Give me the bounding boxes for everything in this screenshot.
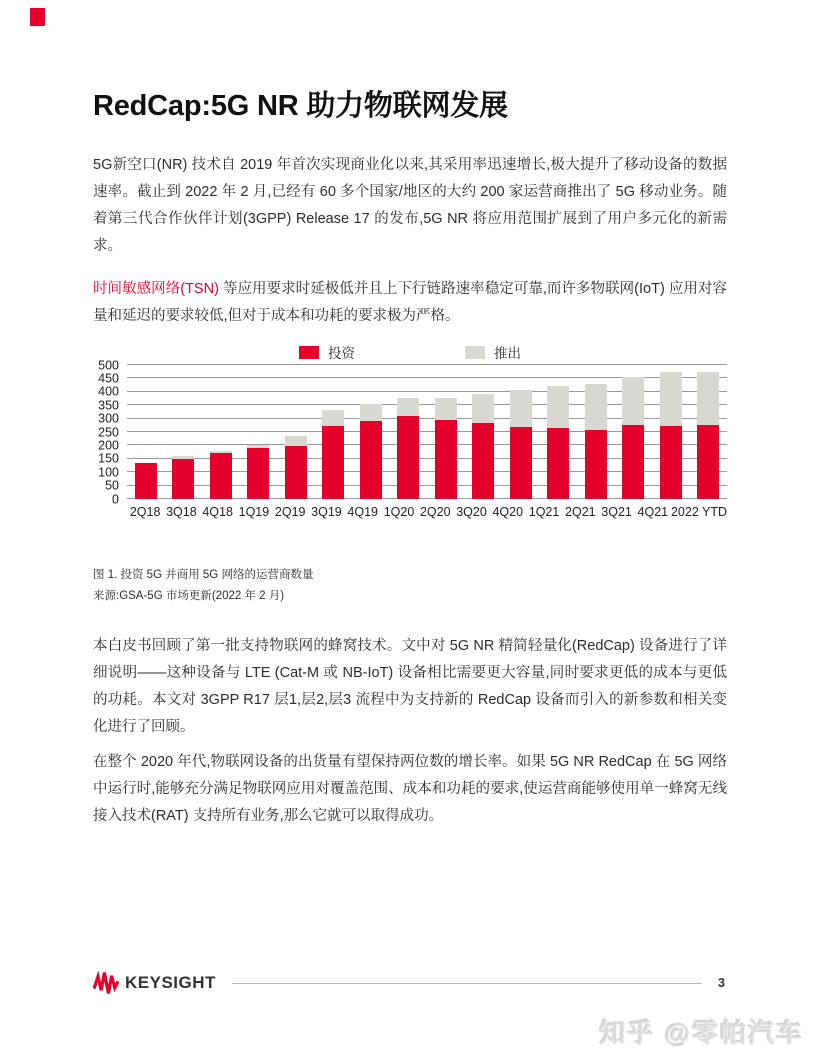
page-title: RedCap:5G NR 助力物联网发展 — [93, 90, 508, 122]
bar-segment-invest — [135, 463, 157, 499]
bar-column — [127, 365, 165, 499]
bar-segment-invest — [585, 430, 607, 499]
x-tick-label: 1Q21 — [528, 505, 560, 519]
y-axis-labels — [93, 357, 127, 506]
bars-row — [127, 365, 727, 499]
keysight-wordmark: KEYSIGHT — [125, 973, 216, 992]
y-tick-label: 300 — [98, 411, 119, 426]
plot-area — [127, 365, 727, 499]
y-tick-label: 450 — [98, 371, 119, 386]
bar-segment-launch — [510, 390, 532, 427]
x-tick-label: 3Q19 — [311, 505, 342, 519]
bar-column — [427, 365, 465, 499]
bar-segment-launch — [435, 398, 457, 420]
zhihu-watermark: 知乎 @零帕汽车 — [599, 1018, 804, 1048]
x-tick-label: 2Q20 — [419, 505, 451, 519]
paragraph-intro: 5G新空口(NR) 技术自 2019 年首次实现商业化以来,其采用率迅速增长,极大提升了移动设备的数据速率。截止到 2022 年 2 月,已经有 60 多个国家/地区的大约 200 家运营商推出了 5G 移动业务。随着第三代合作伙伴计划(3GPP) Release 17 的发布,5G NR 将应用范围扩展到了用户多元化的新需求。 — [93, 157, 727, 254]
legend-item-launch — [465, 342, 521, 362]
bar-segment-launch — [547, 386, 569, 428]
bar-segment-launch — [397, 398, 419, 416]
bar-column — [165, 365, 203, 499]
footer-divider — [232, 983, 702, 984]
y-tick-label: 250 — [98, 424, 119, 439]
x-tick-label: 1Q20 — [383, 505, 415, 519]
plot-row — [93, 357, 727, 506]
x-tick-label: 4Q20 — [492, 505, 524, 519]
x-tick-label: 2022 YTD — [670, 505, 728, 519]
x-tick-label: 3Q20 — [456, 505, 487, 519]
bar-column — [202, 365, 240, 499]
figure-caption-title: 图 1. 投资 5G 并商用 5G 网络的运营商数量 — [93, 569, 314, 581]
bar-segment-invest — [660, 426, 682, 499]
bar-column — [465, 365, 503, 499]
legend-invest-label: 投资 — [328, 346, 355, 361]
paragraph-outlook: 在整个 2020 年代,物联网设备的出货量有望保持两位数的增长率。如果 5G NR RedCap 在 5G 网络中运行时,能够充分满足物联网应用对覆盖范围、成本和功耗的要求,使运营商能够使用单一蜂窝无线接入技术(RAT) 支持所有业务,那么它就可以取得成功。 — [93, 754, 727, 824]
bar-segment-invest — [547, 428, 569, 499]
bar-segment-invest — [435, 420, 457, 499]
bar-segment-launch — [285, 436, 307, 446]
x-tick-label: 2Q21 — [565, 505, 596, 519]
tsn-link[interactable]: 时间敏感网络(TSN) — [93, 281, 219, 297]
bar-segment-launch — [660, 372, 682, 425]
bar-segment-invest — [285, 446, 307, 499]
y-tick-label: 150 — [98, 451, 119, 466]
y-tick-label: 400 — [98, 384, 119, 399]
paragraph-tsn-rest: 等应用要求时延极低并且上下行链路速率稳定可靠,而许多物联网(IoT) 应用对容量和延迟的要求较低,但对于成本和功耗的要求极为严格。 — [93, 281, 727, 324]
x-tick-label: 2Q18 — [129, 505, 161, 519]
y-tick-label: 100 — [98, 464, 119, 479]
bar-column — [502, 365, 540, 499]
bar-column — [277, 365, 315, 499]
x-tick-label: 4Q19 — [347, 505, 379, 519]
x-tick-label: 3Q21 — [601, 505, 632, 519]
bar-segment-launch — [585, 384, 607, 430]
bar-column — [652, 365, 690, 499]
y-tick-label: 500 — [98, 357, 119, 372]
bar-segment-invest — [622, 425, 644, 499]
bar-column — [240, 365, 278, 499]
figure-1-chart — [93, 344, 727, 519]
bar-segment-invest — [510, 427, 532, 499]
y-tick-label: 50 — [105, 478, 119, 493]
bar-column — [540, 365, 578, 499]
bar-segment-invest — [397, 416, 419, 499]
launch-swatch-icon — [465, 346, 485, 359]
bar-segment-launch — [322, 410, 344, 426]
x-axis-labels — [127, 505, 727, 519]
x-tick-label: 3Q18 — [166, 505, 197, 519]
figure-caption — [93, 565, 727, 607]
bar-column — [390, 365, 428, 499]
x-tick-label: 4Q18 — [202, 505, 233, 519]
x-tick-label: 2Q19 — [274, 505, 306, 519]
bar-column — [615, 365, 653, 499]
keysight-spark-icon — [93, 971, 119, 995]
figure-caption-source: 来源:GSA-5G 市场更新(2022 年 2 月) — [93, 590, 285, 602]
bar-segment-invest — [360, 421, 382, 499]
keysight-logo — [93, 971, 216, 995]
bar-segment-invest — [472, 423, 494, 499]
y-tick-label: 0 — [112, 491, 119, 506]
legend-item-invest — [299, 342, 355, 362]
bar-segment-invest — [697, 425, 719, 499]
chart-legend — [93, 344, 727, 360]
bar-segment-launch — [697, 372, 719, 425]
bar-segment-invest — [172, 459, 194, 499]
legend-launch-label: 推出 — [494, 346, 521, 361]
bar-column — [577, 365, 615, 499]
x-tick-label: 4Q21 — [637, 505, 669, 519]
paragraph-whitepaper: 本白皮书回顾了第一批支持物联网的蜂窝技术。文中对 5G NR 精简轻量化(RedCap) 设备进行了详细说明——这种设备与 LTE (Cat-M 或 NB-IoT) 设备相比需要更大容量,同时要求更低的成本与更低的功耗。本文对 3GPP R17 层1,层2,层3 流程中为支持新的 RedCap 设备而引入的新参数和相关变化进行了回顾。 — [93, 638, 727, 735]
bar-segment-launch — [622, 377, 644, 426]
bar-column — [690, 365, 728, 499]
bar-segment-invest — [322, 426, 344, 499]
bar-column — [315, 365, 353, 499]
bar-segment-launch — [472, 394, 494, 423]
page-footer — [93, 971, 725, 995]
invest-swatch-icon — [299, 346, 319, 359]
page-content — [93, 0, 727, 830]
y-tick-label: 350 — [98, 397, 119, 412]
page-corner-mark — [30, 8, 45, 26]
bar-column — [352, 365, 390, 499]
y-tick-label: 200 — [98, 438, 119, 453]
bar-segment-invest — [247, 448, 269, 499]
bar-segment-launch — [360, 404, 382, 421]
x-tick-label: 1Q19 — [238, 505, 270, 519]
page-number: 3 — [718, 976, 725, 990]
paragraph-tsn — [93, 276, 727, 330]
bar-segment-invest — [210, 453, 232, 499]
